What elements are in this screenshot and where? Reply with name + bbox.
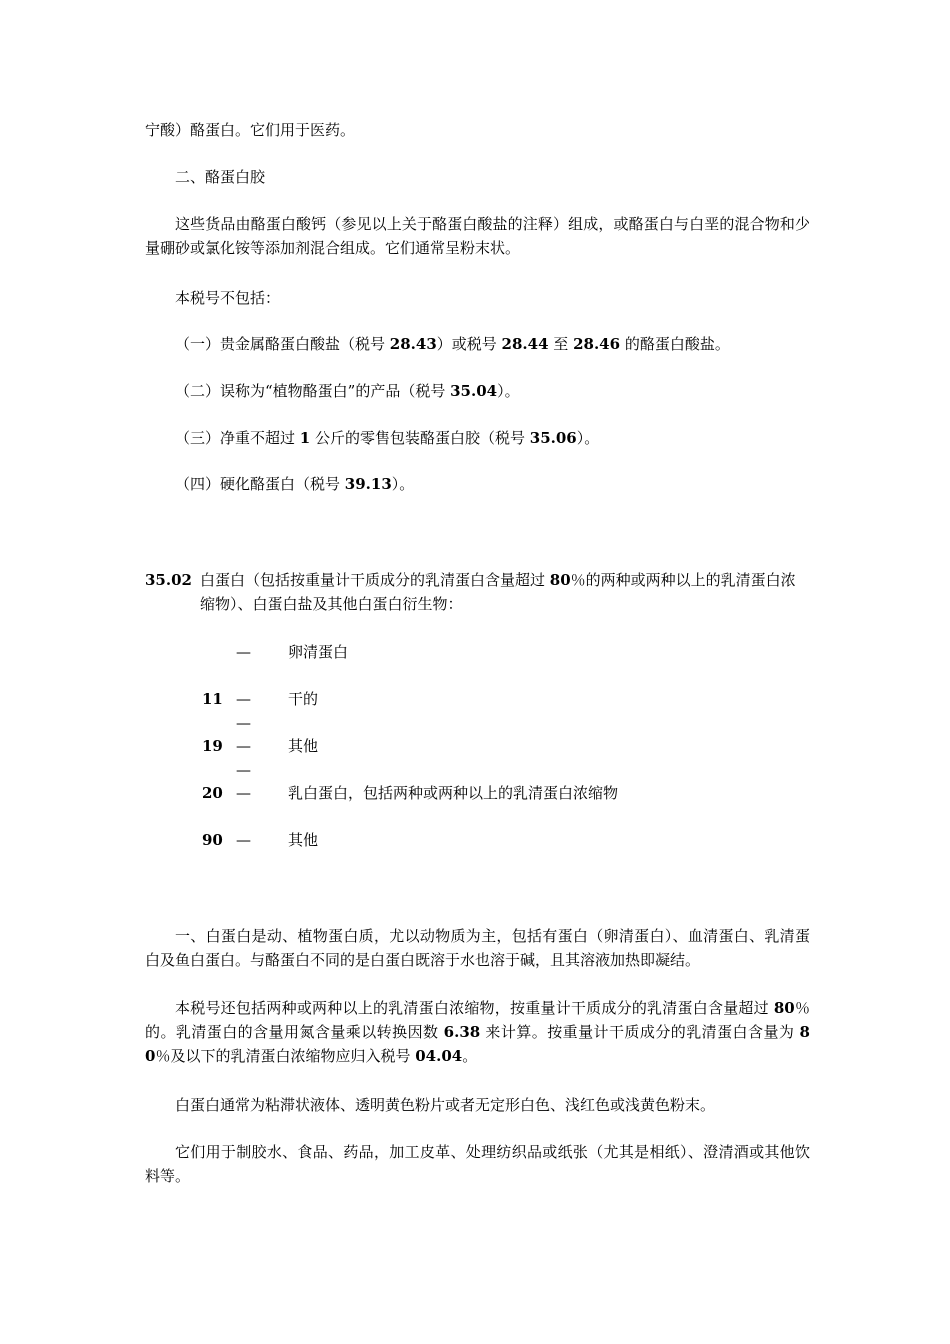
exclusion-item-4-code-a: 39.13: [344, 475, 392, 493]
exclusion-item-1-code-b: 28.44: [501, 335, 549, 353]
heading-text-a: 白蛋白（包括按重量计干质成分的乳清蛋白含量超过: [200, 571, 550, 589]
note-paragraph-3: 白蛋白通常为粘滞状液体、透明黄色粉片或者无定形白色、浅红色或浅黄色粉末。: [175, 1096, 716, 1114]
exclusion-item-1-text-d: 的酪蛋白酸盐。: [620, 335, 730, 353]
exclusion-item-1-text-c: 至: [548, 335, 574, 353]
exclusion-item-3: [175, 426, 599, 450]
note-2-bold-a: 80: [773, 999, 795, 1017]
note-2-text-e: 。: [462, 1047, 478, 1065]
note-paragraph-1: 一、白蛋白是动、植物蛋白质，尤以动物质为主，包括有蛋白（卵清蛋白）、血清蛋白、乳清蛋白及鱼白蛋白。与酪蛋白不同的是白蛋白既溶于水也溶于碱，且其溶液加热即凝结。: [145, 927, 810, 969]
subheading-code: 20: [202, 784, 223, 802]
exclusion-item-1-code-c: 28.46: [573, 335, 621, 353]
intro-tail-text: 宁酸）酪蛋白。它们用于医药。: [145, 121, 356, 139]
exclusion-item-2-text-a: （二）误称为“植物酪蛋白”的产品（税号: [175, 382, 451, 400]
exclusion-item-3-code-a: 1: [299, 429, 311, 447]
heading-description: [200, 568, 810, 616]
subheading-dash: — —: [236, 690, 251, 732]
note-2-bold-b: 6.38: [443, 1023, 481, 1041]
exclusion-item-2: [175, 379, 520, 403]
heading-code: 35.02: [145, 571, 192, 589]
exclusion-item-3-text-b: 公斤的零售包装酪蛋白胶（税号: [310, 429, 530, 447]
section-title-casein-glue: 二、酪蛋白胶: [175, 168, 266, 186]
subheading-dash: —: [236, 831, 251, 849]
subheading-code: 90: [202, 831, 223, 849]
subheading-label: 乳白蛋白，包括两种或两种以上的乳清蛋白浓缩物: [288, 784, 619, 802]
note-2-text-a: 本税号还包括两种或两种以上的乳清蛋白浓缩物，按重量计干质成分的乳清蛋白含量超过: [175, 999, 774, 1017]
exclusion-item-1: [175, 332, 730, 356]
subheading-code: 11: [202, 690, 223, 708]
subheading-dash: —: [236, 784, 251, 802]
note-paragraph-2: [145, 996, 810, 1068]
note-2-text-c: 来计算。按重量计干质成分的乳清蛋白含量为: [480, 1023, 800, 1041]
exclusion-item-3-text-a: （三）净重不超过: [175, 429, 300, 447]
note-paragraph-4: 它们用于制胶水、食品、药品，加工皮革、处理纺织品或纸张（尤其是相纸）、澄清酒或其他饮料等。: [145, 1143, 810, 1185]
subheading-label: 其他: [288, 737, 319, 755]
exclusion-item-1-text-b: ）或税号: [436, 335, 502, 353]
subheading-label: 其他: [288, 831, 319, 849]
exclusion-item-2-text-b: ）。: [497, 382, 520, 400]
note-2-text-d: ％及以下的乳清蛋白浓缩物应归入税号: [155, 1047, 416, 1065]
subheading-label: 卵清蛋白: [288, 643, 349, 661]
heading-text-bold: 80: [549, 571, 571, 589]
subheading-code: 19: [202, 737, 223, 755]
exclusion-item-4: [175, 472, 414, 496]
exclusion-item-4-text-a: （四）硬化酪蛋白（税号: [175, 475, 345, 493]
note-2-bold-d: 04.04: [415, 1047, 463, 1065]
exclusion-item-1-text-a: （一）贵金属酪蛋白酸盐（税号: [175, 335, 390, 353]
exclusion-item-2-code-a: 35.04: [450, 382, 498, 400]
exclusion-item-4-text-b: ）。: [391, 475, 415, 493]
exclusion-item-1-code-a: 28.43: [389, 335, 437, 353]
subheading-label: 干的: [288, 690, 319, 708]
subheading-dash: —: [236, 643, 251, 661]
note-2-text-b: ％的。乳清蛋白的含量用氮含量乘以转换因数: [145, 999, 810, 1041]
subheading-dash: — —: [236, 737, 251, 779]
heading-text-b: ％的两种或两种以上的乳清蛋白浓缩物）、白蛋白盐及其他白蛋白衍生物：: [200, 571, 796, 613]
note-2-bold-c: 80: [145, 1023, 810, 1065]
exclusion-item-3-code-b: 35.06: [529, 429, 577, 447]
exclusions-intro: 本税号不包括：: [175, 289, 281, 307]
section-body-casein-glue: 这些货品由酪蛋白酸钙（参见以上关于酪蛋白酸盐的注释）组成，或酪蛋白与白垩的混合物和少量硼砂或氯化铵等添加剂混合组成。它们通常呈粉末状。: [145, 215, 810, 257]
exclusion-item-3-text-c: ）。: [576, 429, 600, 447]
